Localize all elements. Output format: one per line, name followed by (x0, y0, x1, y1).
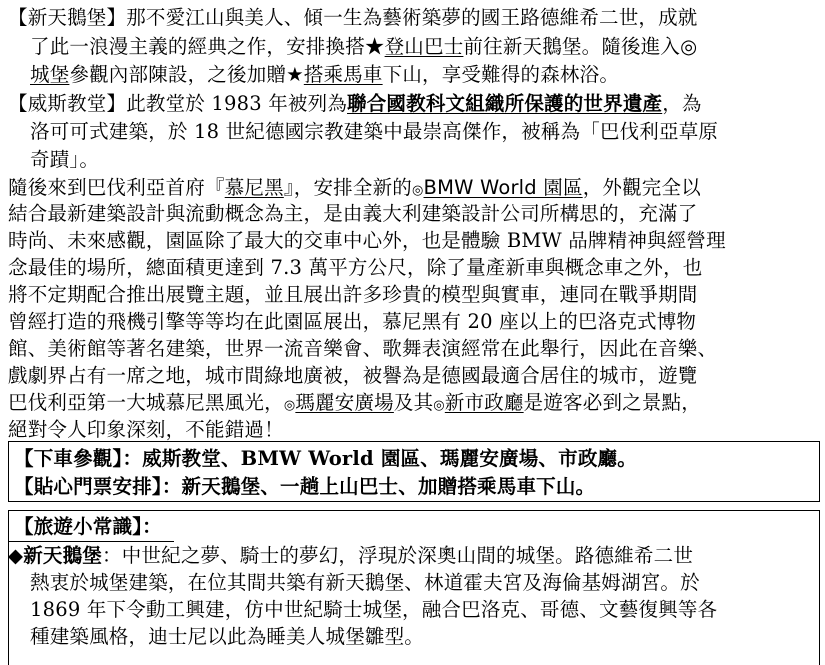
munich-line-8: 戲劇界占有一席之地，城市間綠地廣被，被譽為是德國最適合居住的城市，遊覽 (8, 364, 698, 387)
munich-line-5: 將不定期配合推出展覽主題，並且展出許多珍貴的模型與實車，連同在戰爭期間 (8, 283, 698, 306)
ticket-line: 【貼心門票安排】：新天鵝堡、一趟上山巴士、加贈搭乘馬車下山。 (14, 475, 596, 498)
travel-tip-item-line-1: ◆新天鵝堡：中世紀之夢、騎士的夢幻，浮現於深奧山間的城堡。路德維希二世 (8, 544, 694, 567)
bmw-world-link[interactable]: BMW World 園區 (423, 176, 583, 199)
travel-tip-item-line-4: 種建築風格，迪士尼以此為睡美人城堡雛型。 (30, 625, 425, 648)
neuschwanstein-line-3: 城堡參觀內部陳設，之後加贈★搭乘馬車下山，享受難得的森林浴。 (30, 63, 620, 86)
neuschwanstein-line-2: 了此一浪漫主義的經典之作，安排換搭★登山巴士前往新天鵝堡。隨後進入◎ (30, 35, 698, 58)
wieskirche-line-1: 【威斯教堂】此教堂於 1983 年被列為聯合國教科文組織所保護的世界遺產，為 (8, 92, 702, 115)
travel-tips-heading: 【旅遊小常識】： (14, 515, 162, 538)
neuschwanstein-line-1: 【新天鵝堡】那不愛江山與美人、傾一生為藝術築夢的國王路德維希二世，成就 (8, 6, 698, 29)
world-heritage-highlight: 聯合國教科文組織所保護的世界遺產 (347, 92, 663, 115)
munich-line-2: 結合最新建築設計與流動概念為主，是由義大利建築設計公司所構思的，充滿了 (8, 202, 698, 225)
munich-line-4: 念最佳的場所，總面積更達到 7.3 萬平方公尺，除了量產新車與概念車之外，也 (8, 256, 703, 279)
munich-line-9: 巴伐利亞第一大城慕尼黑風光，◎瑪麗安廣場及其◎新市政廳是遊客必到之景點， (8, 391, 701, 414)
ticket-label: 【貼心門票安排】 (14, 475, 162, 498)
wieskirche-tag: 【威斯教堂】 (8, 92, 127, 115)
travel-tip-item-line-2: 熱衷於城堡建築，在位其間共築有新天鵝堡、林道霍夫宮及海倫基姆湖宮。於 (30, 571, 700, 594)
circle-mark-icon: ◎ (411, 183, 424, 198)
star-icon: ★ (364, 35, 385, 58)
munich-line-6: 曾經打造的飛機引擎等等均在此園區展出，慕尼黑有 20 座以上的巴洛克式博物 (8, 310, 697, 333)
neuschwanstein-tag: 【新天鵝堡】 (8, 6, 127, 29)
munich-line-3: 時尚、未來感觀，園區除了最大的交車中心外，也是體驗 BMW 品牌精神與經營理 (8, 229, 726, 252)
marienplatz-link[interactable]: 瑪麗安廣場 (295, 391, 394, 414)
wieskirche-line-3: 奇蹟」。 (30, 148, 100, 171)
visit-line: 【下車參觀】：威斯教堂、BMW World 園區、瑪麗安廣場、市政廳。 (14, 447, 637, 470)
travel-tip-title: 新天鵝堡 (23, 544, 103, 567)
visit-label: 【下車參觀】 (14, 447, 123, 470)
munich-line-1: 隨後來到巴伐利亞首府『慕尼黑』，安排全新的◎BMW World 園區，外觀完全以 (8, 176, 701, 199)
new-town-hall-link[interactable]: 新市政廳 (444, 391, 524, 414)
wieskirche-line-2: 洛可可式建築，於 18 世紀德國宗教建築中最崇高傑作，被稱為「巴伐利亞草原 (30, 120, 719, 143)
circle-mark-icon: ◎ (433, 398, 445, 413)
munich-line-10: 絕對令人印象深刻，不能錯過！ (8, 418, 284, 441)
travel-tips-divider (8, 541, 174, 542)
castle-link[interactable]: 城堡 (30, 63, 70, 86)
diamond-bullet-icon: ◆ (8, 544, 24, 567)
star-icon: ★ (286, 63, 304, 86)
travel-tip-item-line-3: 1869 年下令動工興建，仿中世紀騎士城堡，融合巴洛克、哥德、文藝復興等各 (30, 598, 718, 621)
mountain-bus-link[interactable]: 登山巴士 (384, 35, 464, 58)
circle-mark-icon: ◎ (680, 35, 698, 58)
munich-line-7: 館、美術館等著名建築，世界一流音樂會、歌舞表演經常在此舉行，因此在音樂、 (8, 337, 718, 360)
munich-city-link[interactable]: 慕尼黑 (224, 176, 284, 199)
circle-mark-icon: ◎ (283, 398, 296, 413)
horse-carriage-link[interactable]: 搭乘馬車 (303, 63, 383, 86)
